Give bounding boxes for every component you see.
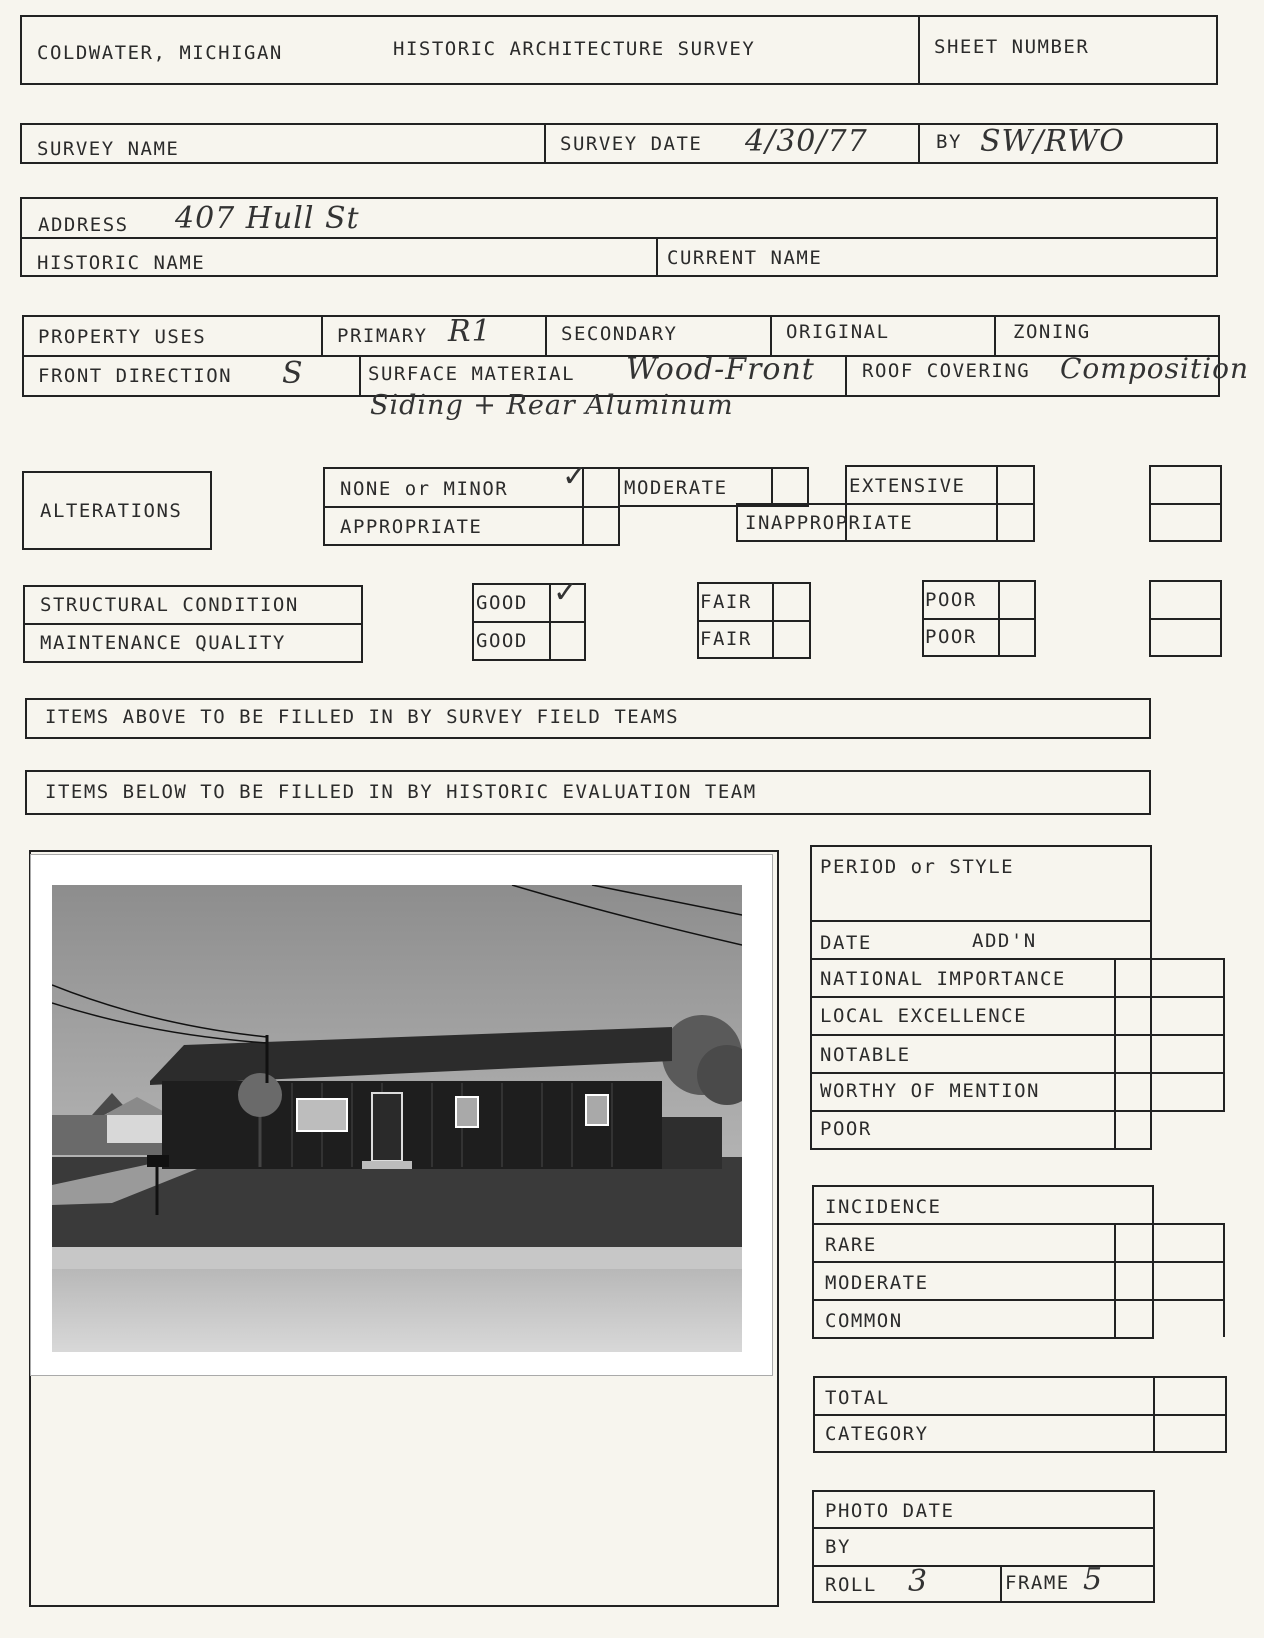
property-div-4 bbox=[994, 315, 996, 355]
survey-by-value[interactable]: SW/RWO bbox=[980, 124, 1125, 159]
condition-score-div bbox=[1149, 618, 1222, 620]
address-col-divider bbox=[656, 237, 658, 277]
address-label: ADDRESS bbox=[38, 214, 129, 236]
photo-mount bbox=[30, 854, 773, 1376]
alterations-label: ALTERATIONS bbox=[40, 500, 183, 522]
period-style-label: PERIOD or STYLE bbox=[820, 856, 1015, 878]
national-importance-label: NATIONAL IMPORTANCE bbox=[820, 968, 1066, 990]
moderate-incidence-label: MODERATE bbox=[825, 1272, 929, 1294]
property-div-6 bbox=[845, 355, 847, 397]
survey-by-label: BY bbox=[936, 131, 962, 153]
none-minor-label: NONE or MINOR bbox=[340, 478, 509, 500]
frame-label: FRAME bbox=[1005, 1572, 1070, 1594]
none-minor-row-div bbox=[323, 506, 620, 508]
roof-covering-value[interactable]: Composition bbox=[1060, 352, 1250, 385]
eval-div-local bbox=[810, 1034, 1225, 1036]
survey-divider-2 bbox=[918, 123, 920, 164]
photo-by-label: BY bbox=[825, 1536, 851, 1558]
surface-material-value-2[interactable]: Siding + Rear Aluminum bbox=[370, 390, 734, 421]
local-excellence-label: LOCAL EXCELLENCE bbox=[820, 1005, 1028, 1027]
roll-label: ROLL bbox=[825, 1574, 877, 1596]
worthy-of-mention-label: WORTHY OF MENTION bbox=[820, 1080, 1040, 1102]
address-row-divider bbox=[20, 237, 1218, 239]
date-label: DATE bbox=[820, 932, 872, 954]
incidence-div-1 bbox=[812, 1223, 1225, 1225]
structural-good-checkmark[interactable]: ✓ bbox=[553, 575, 579, 610]
extensive-label: EXTENSIVE bbox=[849, 475, 966, 497]
header-divider bbox=[918, 15, 920, 85]
total-label: TOTAL bbox=[825, 1387, 890, 1409]
property-div-3 bbox=[770, 315, 772, 355]
primary-label: PRIMARY bbox=[337, 325, 428, 347]
total-col bbox=[1153, 1376, 1155, 1453]
property-uses-label: PROPERTY USES bbox=[38, 326, 207, 348]
good-col-div bbox=[549, 583, 551, 661]
zoning-label: ZONING bbox=[1013, 321, 1091, 343]
location-label: COLDWATER, MICHIGAN bbox=[37, 42, 283, 64]
frame-value[interactable]: 5 bbox=[1083, 1562, 1104, 1597]
evaluation-team-note: ITEMS BELOW TO BE FILLED IN BY HISTORIC EVALUATION TEAM bbox=[45, 781, 757, 803]
photo-info-div-1 bbox=[812, 1527, 1155, 1529]
photo-date-label: PHOTO DATE bbox=[825, 1500, 955, 1522]
structural-condition-label: STRUCTURAL CONDITION bbox=[40, 594, 299, 616]
alterations-score-div bbox=[1149, 503, 1222, 505]
poor-col-div bbox=[998, 580, 1000, 657]
eval-div-worthy bbox=[810, 1110, 1225, 1112]
eval-div-date bbox=[810, 958, 1225, 960]
roll-value[interactable]: 3 bbox=[908, 1564, 929, 1599]
eval-div-period bbox=[810, 920, 1152, 922]
rare-label: RARE bbox=[825, 1234, 877, 1256]
property-div-1 bbox=[321, 315, 323, 355]
appropriate-label: APPROPRIATE bbox=[340, 516, 483, 538]
survey-date-value[interactable]: 4/30/77 bbox=[745, 124, 868, 159]
eval-score-col bbox=[1114, 958, 1116, 1150]
photo-info-col bbox=[1000, 1565, 1002, 1603]
good-row-div bbox=[472, 621, 586, 623]
primary-value[interactable]: R1 bbox=[448, 314, 492, 349]
survey-divider-1 bbox=[544, 123, 546, 164]
structural-poor-label: POOR bbox=[925, 589, 977, 611]
current-name-label: CURRENT NAME bbox=[667, 247, 823, 269]
fair-row-div bbox=[697, 620, 811, 622]
roof-covering-label: ROOF COVERING bbox=[862, 360, 1031, 382]
survey-name-label: SURVEY NAME bbox=[37, 138, 180, 160]
maintenance-fair-label: FAIR bbox=[700, 628, 752, 650]
notable-label: NOTABLE bbox=[820, 1044, 911, 1066]
inappropriate-col-div bbox=[996, 503, 998, 542]
field-teams-note: ITEMS ABOVE TO BE FILLED IN BY SURVEY FIELD TEAMS bbox=[45, 706, 680, 728]
address-value[interactable]: 407 Hull St bbox=[175, 201, 360, 236]
surface-material-value[interactable]: Wood-Front bbox=[626, 352, 815, 387]
incidence-score-right bbox=[1223, 1223, 1225, 1337]
structural-good-label: GOOD bbox=[476, 592, 528, 614]
incidence-score-col bbox=[1114, 1223, 1116, 1339]
incidence-div-2 bbox=[812, 1261, 1225, 1263]
fair-col-div bbox=[772, 582, 774, 659]
survey-title: HISTORIC ARCHITECTURE SURVEY bbox=[393, 38, 756, 60]
common-label: COMMON bbox=[825, 1310, 903, 1332]
maintenance-quality-label: MAINTENANCE QUALITY bbox=[40, 632, 286, 654]
total-div bbox=[813, 1414, 1227, 1416]
house-photograph bbox=[52, 885, 742, 1352]
sheet-number-label: SHEET NUMBER bbox=[934, 36, 1090, 58]
condition-label-div bbox=[23, 623, 363, 625]
maintenance-good-label: GOOD bbox=[476, 630, 528, 652]
incidence-label: INCIDENCE bbox=[825, 1196, 942, 1218]
property-row-divider bbox=[22, 355, 1220, 357]
none-minor-checkmark[interactable]: ✓ bbox=[562, 459, 588, 494]
moderate-label: MODERATE bbox=[624, 477, 728, 499]
original-label: ORIGINAL bbox=[786, 321, 890, 343]
property-div-5 bbox=[359, 355, 361, 397]
incidence-div-3 bbox=[812, 1299, 1225, 1301]
surface-material-label: SURFACE MATERIAL bbox=[368, 363, 576, 385]
photo-info-div-2 bbox=[812, 1565, 1155, 1567]
inappropriate-label: INAPPROPRIATE bbox=[745, 512, 914, 534]
addn-label: ADD'N bbox=[972, 930, 1037, 952]
moderate-col-div bbox=[771, 467, 773, 507]
structural-fair-label: FAIR bbox=[700, 591, 752, 613]
survey-date-label: SURVEY DATE bbox=[560, 133, 703, 155]
poor-eval-label: POOR bbox=[820, 1118, 872, 1140]
poor-row-div bbox=[922, 618, 1036, 620]
eval-div-notable bbox=[810, 1072, 1225, 1074]
maintenance-poor-label: POOR bbox=[925, 626, 977, 648]
historic-name-label: HISTORIC NAME bbox=[37, 252, 206, 274]
eval-div-national bbox=[810, 996, 1225, 998]
secondary-label: SECONDARY bbox=[561, 323, 678, 345]
property-div-2 bbox=[545, 315, 547, 355]
front-direction-value[interactable]: S bbox=[282, 356, 304, 391]
category-label: CATEGORY bbox=[825, 1423, 929, 1445]
front-direction-label: FRONT DIRECTION bbox=[38, 365, 233, 387]
eval-score-right bbox=[1223, 958, 1225, 1110]
